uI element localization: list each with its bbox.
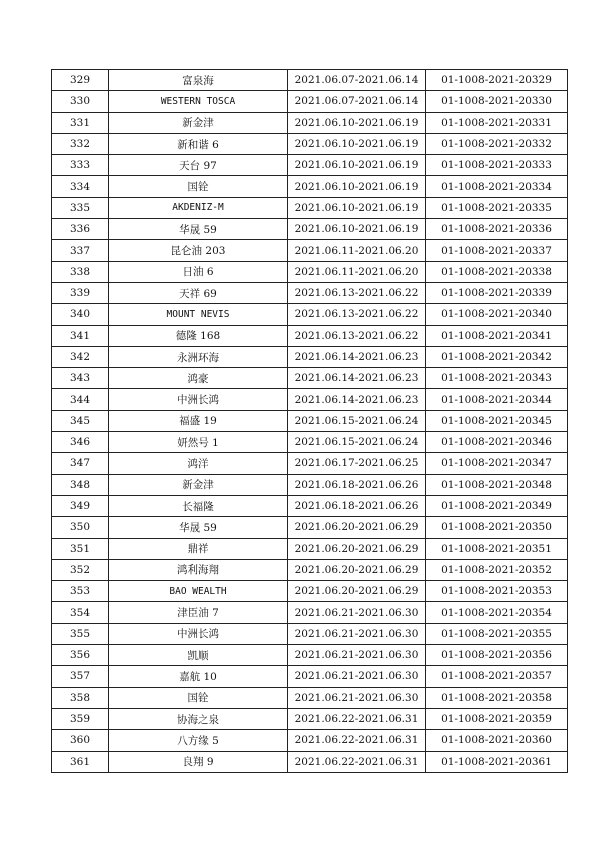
period: 2021.06.20-2021.06.29 <box>288 581 426 602</box>
vessel-name: 华晟 59 <box>109 517 288 538</box>
certificate-code: 01-1008-2021-20355 <box>426 623 568 644</box>
table-row <box>52 112 568 133</box>
certificate-code: 01-1008-2021-20336 <box>426 219 568 240</box>
document-page <box>51 69 563 773</box>
period: 2021.06.14-2021.06.23 <box>288 368 426 389</box>
table-row <box>52 474 568 495</box>
period: 2021.06.10-2021.06.19 <box>288 197 426 218</box>
table-row <box>52 261 568 282</box>
period: 2021.06.20-2021.06.29 <box>288 517 426 538</box>
certificate-code: 01-1008-2021-20339 <box>426 282 568 303</box>
row-number: 332 <box>52 133 109 154</box>
certificate-code: 01-1008-2021-20333 <box>426 155 568 176</box>
period: 2021.06.13-2021.06.22 <box>288 304 426 325</box>
vessel-name: 日油 6 <box>109 261 288 282</box>
table-row <box>52 304 568 325</box>
vessel-name: 津臣油 7 <box>109 602 288 623</box>
certificate-code: 01-1008-2021-20332 <box>426 133 568 154</box>
period: 2021.06.20-2021.06.29 <box>288 538 426 559</box>
table-row <box>52 602 568 623</box>
vessel-name: 中洲长鸿 <box>109 389 288 410</box>
certificate-code: 01-1008-2021-20340 <box>426 304 568 325</box>
row-number: 350 <box>52 517 109 538</box>
period: 2021.06.15-2021.06.24 <box>288 410 426 431</box>
table-row <box>52 517 568 538</box>
period: 2021.06.11-2021.06.20 <box>288 261 426 282</box>
certificate-code: 01-1008-2021-20345 <box>426 410 568 431</box>
table-row <box>52 538 568 559</box>
row-number: 352 <box>52 559 109 580</box>
row-number: 331 <box>52 112 109 133</box>
vessel-name: 长福隆 <box>109 495 288 516</box>
row-number: 338 <box>52 261 109 282</box>
vessel-name: 富泉海 <box>109 70 288 91</box>
row-number: 348 <box>52 474 109 495</box>
vessel-name: 昆仑油 203 <box>109 240 288 261</box>
vessel-name: WESTERN TOSCA <box>109 91 288 112</box>
certificate-code: 01-1008-2021-20358 <box>426 687 568 708</box>
table-row <box>52 687 568 708</box>
vessel-name: 嘉航 10 <box>109 666 288 687</box>
certificate-code: 01-1008-2021-20354 <box>426 602 568 623</box>
period: 2021.06.17-2021.06.25 <box>288 453 426 474</box>
period: 2021.06.10-2021.06.19 <box>288 219 426 240</box>
row-number: 361 <box>52 751 109 772</box>
period: 2021.06.22-2021.06.31 <box>288 751 426 772</box>
row-number: 336 <box>52 219 109 240</box>
vessel-name: 鼎祥 <box>109 538 288 559</box>
row-number: 347 <box>52 453 109 474</box>
certificate-code: 01-1008-2021-20361 <box>426 751 568 772</box>
certificate-code: 01-1008-2021-20337 <box>426 240 568 261</box>
row-number: 353 <box>52 581 109 602</box>
certificate-code: 01-1008-2021-20341 <box>426 325 568 346</box>
period: 2021.06.21-2021.06.30 <box>288 623 426 644</box>
table-row <box>52 155 568 176</box>
row-number: 340 <box>52 304 109 325</box>
vessel-table <box>51 69 568 773</box>
vessel-name: 妍然号 1 <box>109 432 288 453</box>
vessel-name: 天祥 69 <box>109 282 288 303</box>
table-row <box>52 219 568 240</box>
vessel-name: 凯顺 <box>109 645 288 666</box>
period: 2021.06.21-2021.06.30 <box>288 666 426 687</box>
certificate-code: 01-1008-2021-20344 <box>426 389 568 410</box>
period: 2021.06.21-2021.06.30 <box>288 687 426 708</box>
row-number: 335 <box>52 197 109 218</box>
table-row <box>52 645 568 666</box>
row-number: 330 <box>52 91 109 112</box>
certificate-code: 01-1008-2021-20356 <box>426 645 568 666</box>
row-number: 346 <box>52 432 109 453</box>
period: 2021.06.15-2021.06.24 <box>288 432 426 453</box>
period: 2021.06.14-2021.06.23 <box>288 346 426 367</box>
period: 2021.06.13-2021.06.22 <box>288 325 426 346</box>
period: 2021.06.21-2021.06.30 <box>288 645 426 666</box>
table-row <box>52 432 568 453</box>
table-row <box>52 410 568 431</box>
table-row <box>52 176 568 197</box>
row-number: 351 <box>52 538 109 559</box>
table-row <box>52 751 568 772</box>
row-number: 339 <box>52 282 109 303</box>
row-number: 344 <box>52 389 109 410</box>
vessel-name: 国铨 <box>109 687 288 708</box>
period: 2021.06.07-2021.06.14 <box>288 70 426 91</box>
vessel-name: 华晟 59 <box>109 219 288 240</box>
certificate-code: 01-1008-2021-20347 <box>426 453 568 474</box>
row-number: 345 <box>52 410 109 431</box>
period: 2021.06.14-2021.06.23 <box>288 389 426 410</box>
vessel-name: 新金津 <box>109 112 288 133</box>
table-row <box>52 70 568 91</box>
vessel-name: BAO WEALTH <box>109 581 288 602</box>
certificate-code: 01-1008-2021-20359 <box>426 708 568 729</box>
certificate-code: 01-1008-2021-20353 <box>426 581 568 602</box>
vessel-name: 八方缘 5 <box>109 730 288 751</box>
row-number: 343 <box>52 368 109 389</box>
row-number: 337 <box>52 240 109 261</box>
vessel-name: 德隆 168 <box>109 325 288 346</box>
row-number: 341 <box>52 325 109 346</box>
period: 2021.06.10-2021.06.19 <box>288 112 426 133</box>
certificate-code: 01-1008-2021-20357 <box>426 666 568 687</box>
table-row <box>52 346 568 367</box>
period: 2021.06.10-2021.06.19 <box>288 155 426 176</box>
period: 2021.06.21-2021.06.30 <box>288 602 426 623</box>
vessel-name: 永洲环海 <box>109 346 288 367</box>
certificate-code: 01-1008-2021-20350 <box>426 517 568 538</box>
period: 2021.06.10-2021.06.19 <box>288 176 426 197</box>
table-row <box>52 133 568 154</box>
period: 2021.06.20-2021.06.29 <box>288 559 426 580</box>
row-number: 342 <box>52 346 109 367</box>
row-number: 357 <box>52 666 109 687</box>
certificate-code: 01-1008-2021-20346 <box>426 432 568 453</box>
vessel-name: 协海之泉 <box>109 708 288 729</box>
certificate-code: 01-1008-2021-20335 <box>426 197 568 218</box>
table-row <box>52 240 568 261</box>
period: 2021.06.07-2021.06.14 <box>288 91 426 112</box>
vessel-name: 新和谐 6 <box>109 133 288 154</box>
period: 2021.06.22-2021.06.31 <box>288 730 426 751</box>
vessel-name: 鸿豪 <box>109 368 288 389</box>
vessel-name: 新金津 <box>109 474 288 495</box>
certificate-code: 01-1008-2021-20331 <box>426 112 568 133</box>
table-row <box>52 623 568 644</box>
period: 2021.06.13-2021.06.22 <box>288 282 426 303</box>
vessel-name: 天台 97 <box>109 155 288 176</box>
certificate-code: 01-1008-2021-20330 <box>426 91 568 112</box>
row-number: 360 <box>52 730 109 751</box>
row-number: 333 <box>52 155 109 176</box>
table-row <box>52 708 568 729</box>
table-row <box>52 666 568 687</box>
table-row <box>52 368 568 389</box>
table-row <box>52 581 568 602</box>
table-row <box>52 389 568 410</box>
period: 2021.06.22-2021.06.31 <box>288 708 426 729</box>
row-number: 334 <box>52 176 109 197</box>
row-number: 349 <box>52 495 109 516</box>
vessel-name: AKDENIZ-M <box>109 197 288 218</box>
vessel-name: 中洲长鸿 <box>109 623 288 644</box>
table-row <box>52 325 568 346</box>
certificate-code: 01-1008-2021-20342 <box>426 346 568 367</box>
row-number: 355 <box>52 623 109 644</box>
certificate-code: 01-1008-2021-20348 <box>426 474 568 495</box>
table-row <box>52 453 568 474</box>
period: 2021.06.18-2021.06.26 <box>288 495 426 516</box>
vessel-name: 福盛 19 <box>109 410 288 431</box>
vessel-name: 良翔 9 <box>109 751 288 772</box>
row-number: 359 <box>52 708 109 729</box>
row-number: 329 <box>52 70 109 91</box>
certificate-code: 01-1008-2021-20360 <box>426 730 568 751</box>
vessel-table-body <box>52 70 568 773</box>
certificate-code: 01-1008-2021-20349 <box>426 495 568 516</box>
certificate-code: 01-1008-2021-20338 <box>426 261 568 282</box>
table-row <box>52 282 568 303</box>
certificate-code: 01-1008-2021-20329 <box>426 70 568 91</box>
certificate-code: 01-1008-2021-20343 <box>426 368 568 389</box>
vessel-name: MOUNT NEVIS <box>109 304 288 325</box>
vessel-name: 鸿利海翔 <box>109 559 288 580</box>
period: 2021.06.10-2021.06.19 <box>288 133 426 154</box>
table-row <box>52 197 568 218</box>
certificate-code: 01-1008-2021-20334 <box>426 176 568 197</box>
row-number: 358 <box>52 687 109 708</box>
period: 2021.06.11-2021.06.20 <box>288 240 426 261</box>
table-row <box>52 559 568 580</box>
certificate-code: 01-1008-2021-20352 <box>426 559 568 580</box>
table-row <box>52 91 568 112</box>
vessel-name: 国铨 <box>109 176 288 197</box>
period: 2021.06.18-2021.06.26 <box>288 474 426 495</box>
vessel-name: 鸿洋 <box>109 453 288 474</box>
row-number: 354 <box>52 602 109 623</box>
certificate-code: 01-1008-2021-20351 <box>426 538 568 559</box>
row-number: 356 <box>52 645 109 666</box>
table-row <box>52 495 568 516</box>
table-row <box>52 730 568 751</box>
